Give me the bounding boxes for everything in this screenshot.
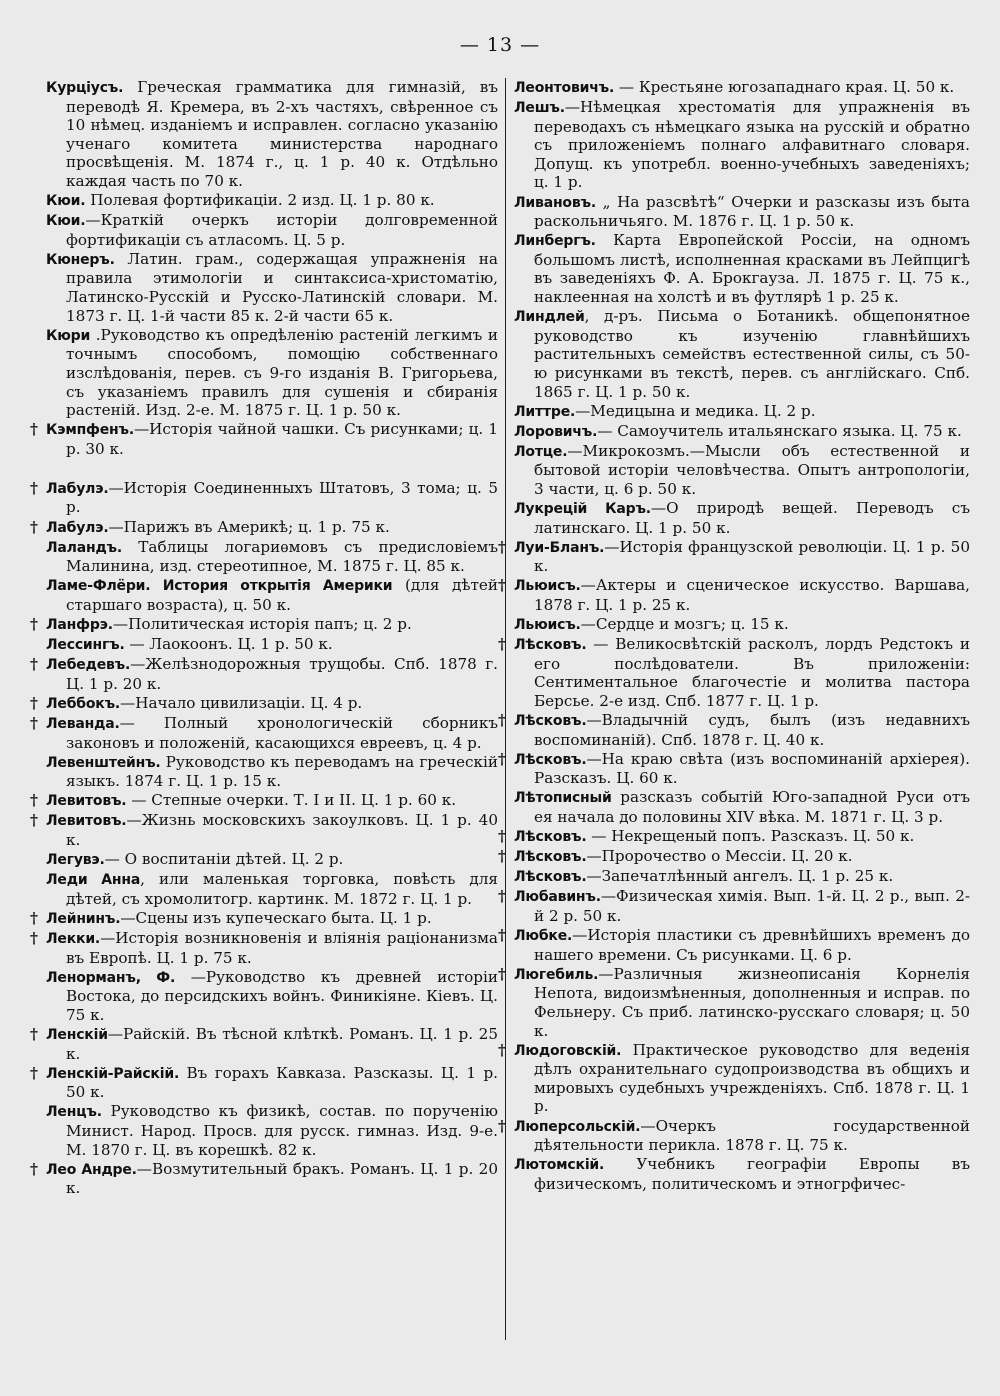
entry-heading: Кюнеръ. <box>46 251 115 268</box>
catalog-entry <box>46 576 498 614</box>
entry-heading: Курціусъ. <box>46 80 124 96</box>
catalog-entry <box>46 850 498 870</box>
entry-heading: Ленскій-Райскій. <box>46 1065 180 1082</box>
entry-heading: Ланфрэ. <box>46 617 113 634</box>
entry-heading: Ленорманъ, Ф. <box>46 969 176 986</box>
entry-text: —Владычній судъ, былъ (изъ недавнихъ воспоминаній). Спб. 1878 г. Ц. 40 к. <box>534 711 970 749</box>
entry-text: Полевая фортификаціи. 2 изд. Ц. 1 р. 80 к. <box>85 191 435 210</box>
dagger-mark: † <box>30 929 38 948</box>
dagger-mark: † <box>498 887 506 906</box>
entry-text: — Самоучитель итальянскаго языка. Ц. 75 к. <box>597 421 962 440</box>
catalog-entry <box>514 442 970 499</box>
dagger-mark: † <box>30 655 38 674</box>
entry-text: —Сцены изъ купеческаго быта. Ц. 1 р. <box>120 908 432 927</box>
entry-heading: Лешъ. <box>514 100 565 117</box>
catalog-entry <box>46 1102 498 1159</box>
dagger-mark: † <box>498 635 506 654</box>
entry-text: , или маленькая торговка, повѣсть для дѣтей, съ хромолитогр. картинк. М. 1872 г. Ц. 1 р. <box>66 870 498 908</box>
entry-text: —Исторія возникновенія и вліянія раціонанизма въ Европѣ. Ц. 1 р. 75 к. <box>66 929 498 967</box>
dagger-mark: † <box>498 537 506 556</box>
catalog-entry <box>30 615 498 635</box>
entry-text: —Краткій очеркъ исторіи долговременной фортификаціи съ атласомъ. Ц. 5 р. <box>66 211 498 249</box>
catalog-entry <box>46 191 498 211</box>
entry-text: —Очеркъ государственной дѣятельности перикла. 1878 г. Ц. 75 к. <box>534 1116 970 1155</box>
dagger-mark: † <box>498 964 506 983</box>
entry-text: , д-ръ. Письма о Ботаникѣ. общепонятное руководство къ изученію главнѣйшихъ растительныхъ семействъ естественной силы, съ 50-ю рисунками въ текстѣ, перев. съ англійскаго. Спб. 1865 г. Ц. 1 р. 50 к. <box>534 307 970 401</box>
entry-heading: Лебедевъ. <box>46 657 131 674</box>
catalog-entry <box>498 576 970 615</box>
catalog-entry <box>514 402 970 422</box>
entry-heading: Лютомскій. <box>514 1157 605 1174</box>
entry-text: — О воспитаніи дѣтей. Ц. 2 р. <box>104 850 344 869</box>
catalog-entry <box>498 926 970 964</box>
entry-heading: Лѣсковъ. <box>514 637 587 654</box>
entry-heading: Лѣсковъ. <box>514 849 587 866</box>
entry-text: Руководство къ физикѣ, состав. по порученію Минист. Народ. Просв. для русск. гимназ. Изд. 9-е. М. 1870 г. Ц. въ корешкѣ. 82 к. <box>66 1102 498 1159</box>
entry-text: — Лаокоонъ. Ц. 1 р. 50 к. <box>124 635 333 654</box>
entry-text: —Исторія Соединенныхъ Штатовъ, 3 тома; ц. 5 р. <box>66 478 498 517</box>
entry-heading: Кюри <box>46 327 91 344</box>
catalog-entry <box>30 1063 498 1102</box>
entry-heading: Людоговскій. <box>514 1042 622 1059</box>
entry-text: —О природѣ вещей. Переводъ съ латинскаго. Ц. 1 р. 50 к. <box>534 499 970 537</box>
entry-heading: Люперсольскій. <box>514 1118 641 1135</box>
dagger-mark: † <box>498 1040 506 1059</box>
catalog-entry <box>498 827 970 847</box>
catalog-entry <box>46 753 498 791</box>
entry-heading: Лукрецій Каръ. <box>514 501 651 518</box>
right-column <box>498 78 970 1194</box>
entry-heading: Лѣсковъ. <box>514 869 587 886</box>
catalog-entry <box>30 1159 498 1198</box>
entry-text: — Некрещеный попъ. Разсказъ. Ц. 50 к. <box>586 827 915 846</box>
entry-heading: Любке. <box>514 928 573 945</box>
entry-heading: Левенштейнъ. <box>46 754 161 771</box>
entry-text: —Исторія пластики съ древнѣйшихъ временъ до нашего времени. Съ рисунками. Ц. 6 р. <box>534 926 970 964</box>
entry-heading: Леди Анна <box>46 872 141 889</box>
entry-text: —Райскій. Въ тѣсной клѣткѣ. Романъ. Ц. 1 р. 25 к. <box>66 1025 498 1063</box>
entry-heading: Ливановъ. <box>514 194 596 211</box>
catalog-entry <box>498 1116 970 1155</box>
entry-heading: Линбергъ. <box>514 233 596 250</box>
entry-heading: Льюисъ. <box>514 617 581 634</box>
entry-heading: Лоровичъ. <box>514 423 598 440</box>
entry-text: —Руководство къ древней исторіи Востока, до персидскихъ войнъ. Финикіяне. Кіевъ. Ц. 75 к. <box>66 967 498 1024</box>
dagger-mark: † <box>498 711 506 730</box>
entry-text: — Крестьяне югозападнаго края. Ц. 50 к. <box>614 78 955 96</box>
catalog-entry <box>46 635 498 655</box>
catalog-entry <box>514 1155 970 1193</box>
entry-text: (для дѣтей старшаго возраста), ц. 50 к. <box>66 576 498 614</box>
entry-text: —Желѣзнодорожныя трущобы. Спб. 1878 г. Ц. 1 р. 20 к. <box>66 655 498 693</box>
entry-heading: Кюи. <box>46 193 86 210</box>
catalog-entry <box>46 211 498 249</box>
entry-text: .Руководство къ опредѣленію растеній легкимъ и точнымъ способомъ, помощію собственнаго изслѣдованія, перев. съ 9-го изданія В. Григорьева, съ указаніемъ правилъ для сушенія и сбиранія растеній. Изд. 2-е. М. 1875 г. Ц. 1 р. 50 к. <box>66 325 498 420</box>
catalog-entry <box>30 714 498 752</box>
column-divider <box>505 78 506 1340</box>
catalog-entry <box>514 615 970 635</box>
entry-text: —Парижъ въ Америкѣ; ц. 1 р. 75 к. <box>108 517 390 536</box>
entry-heading: Ленцъ. <box>46 1104 102 1121</box>
entry-text: —Микрокозмъ.—Мысли объ естественной и бытовой исторіи человѣчества. Опытъ антропологіи, 3 части, ц. 6 р. 50 к. <box>534 441 970 498</box>
catalog-entry <box>30 420 498 458</box>
entry-text: Карта Европейской Россіи, на одномъ большомъ листѣ, исполненная красками въ Лейпцигѣ въ заведеніяхъ Ф. А. Брокгауза. Л. 1875 г. Ц. 75 к., наклеенная на холстѣ и въ футлярѣ 1 р. 25 к. <box>534 231 970 307</box>
catalog-entry <box>514 78 970 98</box>
catalog-entry <box>46 870 498 908</box>
catalog-entry <box>30 517 498 538</box>
catalog-entry <box>30 478 498 517</box>
entry-heading: Легувэ. <box>46 852 105 869</box>
catalog-entry <box>514 499 970 537</box>
entry-text: Въ горахъ Кавказа. Разсказы. Ц. 1 р. 50 к. <box>66 1063 498 1102</box>
entry-text: —Сердце и мозгъ; ц. 15 к. <box>580 615 789 634</box>
entry-text: — Великосвѣтскій расколъ, лордъ Редстокъ и его послѣдователи. Въ приложеніи: Сентиментальное благочестіе и молитва пастора Берсье. 2-е изд. Спб. 1877 г. Ц. 1 р. <box>534 635 970 710</box>
entry-text: — Полный хронологическій сборникъ законовъ и положеній, касающихся евреевъ, ц. 4 р. <box>66 714 498 752</box>
entry-heading: Лѣсковъ. <box>514 829 587 846</box>
entry-heading: Леонтовичъ. <box>514 80 615 96</box>
entry-heading: Леванда. <box>46 716 120 732</box>
entry-heading: Левитовъ. <box>46 793 127 810</box>
dagger-mark: † <box>498 576 506 595</box>
entry-text: —Исторія чайной чашки. Съ рисунками; ц. 1 р. 30 к. <box>66 420 498 458</box>
catalog-entry <box>46 78 498 191</box>
entry-heading: Леббокъ. <box>46 695 121 712</box>
entry-heading: Лѣсковъ. <box>514 713 587 730</box>
dagger-mark: † <box>30 811 38 830</box>
dagger-mark: † <box>30 615 38 634</box>
entry-heading: Льюисъ. <box>514 578 581 595</box>
entry-text: —Актеры и сценическое искусство. Варшава, 1878 г. Ц. 1 р. 25 к. <box>534 576 970 615</box>
dagger-mark: † <box>30 420 38 439</box>
catalog-entry <box>514 193 970 231</box>
entry-text: —Исторія французской революціи. Ц. 1 р. 50 к. <box>534 537 970 576</box>
entry-gap <box>46 459 498 479</box>
catalog-entry <box>514 231 970 306</box>
catalog-entry <box>514 422 970 442</box>
dagger-mark: † <box>30 478 38 497</box>
entry-text: Практическое руководство для веденія дѣлъ охранительнаго судопроизводства въ общихъ и мировыхъ судебныхъ учрежденіяхъ. Спб. 1878 г. Ц. 1 р. <box>534 1040 970 1116</box>
catalog-entry <box>498 887 970 926</box>
catalog-entry <box>514 307 970 401</box>
catalog-entry <box>30 791 498 811</box>
entry-heading: Любавинъ. <box>514 889 601 906</box>
entry-text: Греческая грамматика для гимназій, въ переводѣ Я. Кремера, въ 2-хъ частяхъ, свѣренное съ 10 нѣмец. изданіемъ и исправлен. согласно указанію ученаго комитета министерства народнаго просвѣщенія. М. 1874 г., ц. 1 р. 40 к. Отдѣльно каждая часть по 70 к. <box>66 78 498 190</box>
entry-heading: Лѣтописный <box>514 790 612 807</box>
catalog-entry <box>46 538 498 576</box>
dagger-mark: † <box>498 749 506 768</box>
entry-text: —Политическая исторія папъ; ц. 2 р. <box>112 615 412 634</box>
dagger-mark: † <box>30 908 38 927</box>
entry-heading: Лео Андре. <box>46 1161 137 1178</box>
entry-heading: Лѣсковъ. <box>514 751 587 768</box>
catalog-entry <box>30 693 498 714</box>
entry-heading: Ленскій <box>46 1027 108 1043</box>
entry-text: —Начало цивилизаціи. Ц. 4 р. <box>120 693 363 712</box>
catalog-entry <box>30 908 498 929</box>
catalog-entry <box>498 1040 970 1116</box>
entry-heading: Лекки. <box>46 931 101 948</box>
entry-heading: Лабулэ. <box>46 480 109 497</box>
entry-heading: Лейнинъ. <box>46 910 121 927</box>
entry-heading: Лаландъ. <box>46 539 122 556</box>
entry-heading: Линдлей <box>514 309 585 326</box>
dagger-mark: † <box>30 517 38 536</box>
entry-heading: Лотце. <box>514 443 568 460</box>
dagger-mark: † <box>30 1159 38 1178</box>
entry-text: —Различныя жизнеописанія Корнелія Непота, видоизмѣненныя, дополненныя и исправ. по Фельнеру. Съ приб. латинско-русскаго словаря; ц. 50 к. <box>534 964 970 1040</box>
entry-heading: Кюи. <box>46 213 86 230</box>
entry-text: —Возмутительный бракъ. Романъ. Ц. 1 р. 20 к. <box>66 1159 498 1198</box>
catalog-entry <box>514 98 970 192</box>
entry-text: Таблицы логариѳмовъ съ предисловіемъ Малинина, изд. стереотипное, М. 1875 г. Ц. 85 к. <box>66 537 498 576</box>
entry-text: —Нѣмецкая хрестоматія для упражненія въ переводахъ съ нѣмецкаго языка на русскій и обратно съ приложеніемъ полнаго алфавитнаго словаря. Допущ. къ употребл. военно-учебныхъ заведеніяхъ; ц. 1 р. <box>534 98 970 192</box>
entry-text: —Медицына и медика. Ц. 2 р. <box>575 401 816 420</box>
entry-text: разсказъ событій Юго-западной Руси отъ ея начала до половины XIV вѣка. М. 1871 г. Ц. 3 р. <box>534 788 970 827</box>
entry-text: —Физическая химія. Вып. 1-й. Ц. 2 р., вып. 2-й 2 р. 50 к. <box>534 887 970 926</box>
entry-heading: Ламе-Флёри. История открытія Америки <box>46 578 393 595</box>
dagger-mark: † <box>30 1063 38 1082</box>
catalog-entry <box>514 788 970 826</box>
catalog-entry <box>46 326 498 420</box>
entry-text: Латин. грам., содержащая упражненія на правила этимологіи и синтаксиса-христоматію, Латинско-Русскій и Русско-Латинскій словари. М. 1873 г. Ц. 1-й части 85 к. 2-й части 65 к. <box>66 249 498 325</box>
dagger-mark: † <box>30 1025 38 1043</box>
dagger-mark: † <box>30 714 38 732</box>
page-number: — 13 — <box>459 34 541 56</box>
entry-heading: Луи-Бланъ. <box>514 539 605 556</box>
entry-heading: Литтре. <box>514 403 576 420</box>
catalog-entry <box>498 711 970 749</box>
catalog-entry <box>498 635 970 710</box>
catalog-entry <box>498 847 970 867</box>
catalog-entry <box>514 867 970 887</box>
entry-heading: Лессингъ. <box>46 637 125 654</box>
dagger-mark: † <box>498 847 506 866</box>
catalog-entry <box>30 811 498 850</box>
entry-text: „ На разсвѣтѣ“ Очерки и разсказы изъ быта раскольничьяго. М. 1876 г. Ц. 1 р. 50 к. <box>534 192 970 231</box>
entry-heading: Левитовъ. <box>46 813 127 830</box>
left-column <box>30 78 498 1198</box>
dagger-mark: † <box>498 827 506 846</box>
entry-text: —Пророчество о Мессіи. Ц. 20 к. <box>586 847 853 866</box>
entry-text: —Жизнь московскихъ закоулковъ. Ц. 1 р. 40 к. <box>66 811 498 850</box>
catalog-entry <box>46 968 498 1025</box>
entry-heading: Люгебиль. <box>514 966 599 983</box>
dagger-mark: † <box>498 1116 506 1135</box>
catalog-entry <box>498 749 970 788</box>
catalog-entry <box>498 537 970 576</box>
entry-text: —На краю свѣта (изъ воспоминаній архіерея). Разсказъ. Ц. 60 к. <box>534 749 970 788</box>
entry-text: —Запечатлѣнный ангелъ. Ц. 1 р. 25 к. <box>586 867 894 886</box>
catalog-entry <box>30 1025 498 1063</box>
catalog-entry <box>46 250 498 325</box>
dagger-mark: † <box>30 693 38 712</box>
catalog-entry <box>498 964 970 1040</box>
entry-heading: Лабулэ. <box>46 519 109 536</box>
entry-text: Руководство къ переводамъ на греческій языкъ. 1874 г. Ц. 1 р. 15 к. <box>66 752 498 791</box>
dagger-mark: † <box>30 791 38 810</box>
entry-text: Учебникъ географіи Европы въ физическомъ, политическомъ и этногрфичес- <box>534 1155 970 1193</box>
catalog-entry <box>30 929 498 967</box>
catalog-entry <box>30 655 498 693</box>
entry-heading: Кэмпфенъ. <box>46 422 134 439</box>
dagger-mark: † <box>498 926 506 945</box>
entry-text: — Степные очерки. Т. I и II. Ц. 1 р. 60 к. <box>126 791 457 810</box>
